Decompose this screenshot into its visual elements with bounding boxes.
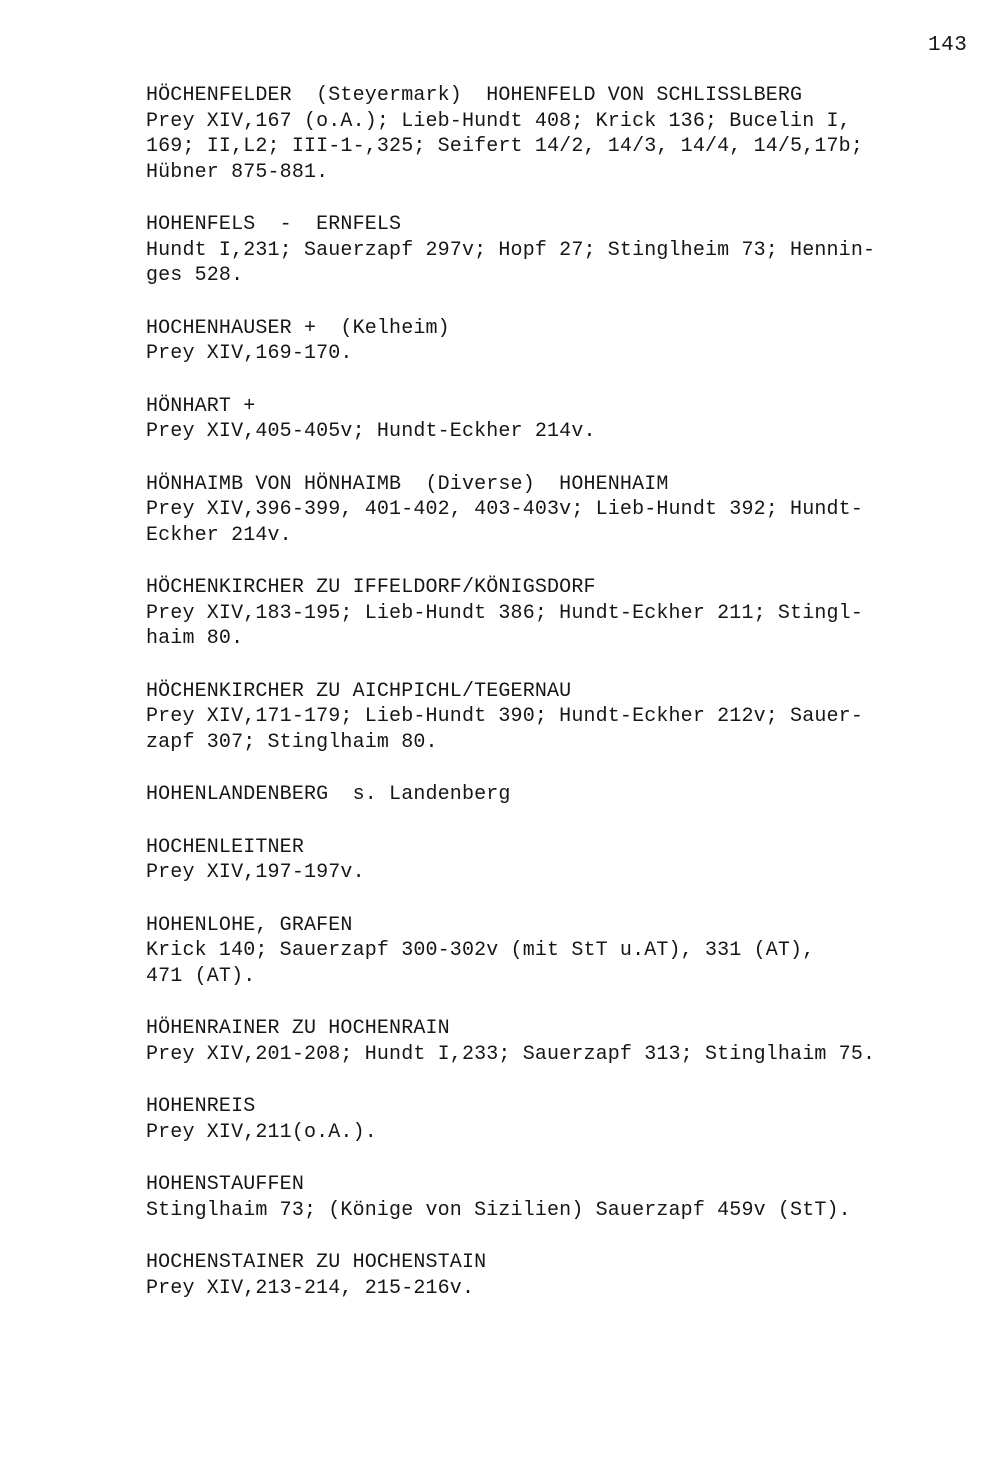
entry-hohenlandenberg <box>146 782 991 808</box>
entry-hoechenfelder <box>146 83 991 185</box>
entry-reference-line: haim 80. <box>146 627 244 650</box>
entry-hochenstainer <box>146 1250 991 1301</box>
entry-reference-line: Prey XIV,396-399, 401-402, 403-403v; Lieb-Hundt 392; Hundt- <box>146 498 863 521</box>
entry-hoehenrainer <box>146 1016 991 1067</box>
entry-reference-line: Prey XIV,405-405v; Hundt-Eckher 214v. <box>146 420 596 443</box>
entry-hoechenkircher-iffeldorf <box>146 575 991 652</box>
entry-reference-line: Prey XIV,201-208; Hundt I,233; Sauerzapf 313; Stinglhaim 75. <box>146 1042 876 1066</box>
entry-reference-line: 471 (AT). <box>146 964 256 988</box>
entry-hoenhaimb <box>146 472 991 549</box>
entry-hoenhart <box>146 394 991 445</box>
entry-heading: HOCHENSTAINER ZU HOCHENSTAIN <box>146 1251 487 1274</box>
entry-hoechenkircher-aichpichl <box>146 679 991 756</box>
entry-hohenlohe <box>146 913 991 990</box>
entry-heading: HÖCHENKIRCHER ZU IFFELDORF/KÖNIGSDORF <box>146 576 596 599</box>
entry-heading: HOHENFELS - ERNFELS <box>146 213 402 236</box>
entry-hohenreis <box>146 1094 991 1145</box>
entry-heading: HOHENLOHE, GRAFEN <box>146 913 353 937</box>
entry-heading: HÖNHAIMB VON HÖNHAIMB (Diverse) HOHENHAIM <box>146 472 669 496</box>
entry-reference-line: Stinglhaim 73; (Könige von Sizilien) Sauerzapf 459v (StT). <box>146 1198 851 1222</box>
entry-reference-line: Prey XIV,213-214, 215-216v. <box>146 1276 475 1300</box>
entry-heading: HÖCHENKIRCHER ZU AICHPICHL/TEGERNAU <box>146 679 572 703</box>
entry-hochenhauser <box>146 316 991 367</box>
entry-reference-line: Prey XIV,183-195; Lieb-Hundt 386; Hundt-Eckher 211; Stingl- <box>146 601 863 625</box>
entry-heading: HOCHENLEITNER <box>146 835 304 859</box>
entry-heading: HOHENSTAUFFEN <box>146 1173 304 1196</box>
entry-heading: HOHENLANDENBERG s. Landenberg <box>146 783 511 806</box>
entry-reference-line: Prey XIV,197-197v. <box>146 861 365 884</box>
entry-hohenfels <box>146 212 991 289</box>
entry-reference-line: Hundt I,231; Sauerzapf 297v; Hopf 27; Stinglheim 73; Hennin- <box>146 238 876 262</box>
entry-reference-line: Eckher 214v. <box>146 523 292 547</box>
page-number: 143 <box>928 34 968 57</box>
entry-reference-line: ges 528. <box>146 264 244 287</box>
entry-heading: HOCHENHAUSER + (Kelheim) <box>146 316 450 340</box>
entry-reference-line: Prey XIV,167 (o.A.); Lieb-Hundt 408; Krick 136; Bucelin I, <box>146 109 851 133</box>
entry-reference-line: 169; II,L2; III-1-,325; Seifert 14/2, 14/3, 14/4, 14/5,17b; <box>146 135 863 158</box>
entry-reference-line: zapf 307; Stinglhaim 80. <box>146 730 438 754</box>
register-entries <box>146 83 991 1301</box>
entry-heading: HÖCHENFELDER (Steyermark) HOHENFELD VON SCHLISSLBERG <box>146 84 803 107</box>
entry-hohenstauffen <box>146 1172 991 1223</box>
entry-reference-line: Prey XIV,171-179; Lieb-Hundt 390; Hundt-Eckher 212v; Sauer- <box>146 705 863 728</box>
entry-heading: HOHENREIS <box>146 1095 256 1118</box>
entry-hochenleitner <box>146 835 991 886</box>
entry-reference-line: Hübner 875-881. <box>146 160 329 184</box>
entry-heading: HÖNHART + <box>146 394 256 418</box>
entry-heading: HÖHENRAINER ZU HOCHENRAIN <box>146 1017 450 1040</box>
entry-reference-line: Prey XIV,169-170. <box>146 342 353 365</box>
entry-reference-line: Krick 140; Sauerzapf 300-302v (mit StT u.AT), 331 (AT), <box>146 939 815 962</box>
entry-reference-line: Prey XIV,211(o.A.). <box>146 1120 377 1144</box>
